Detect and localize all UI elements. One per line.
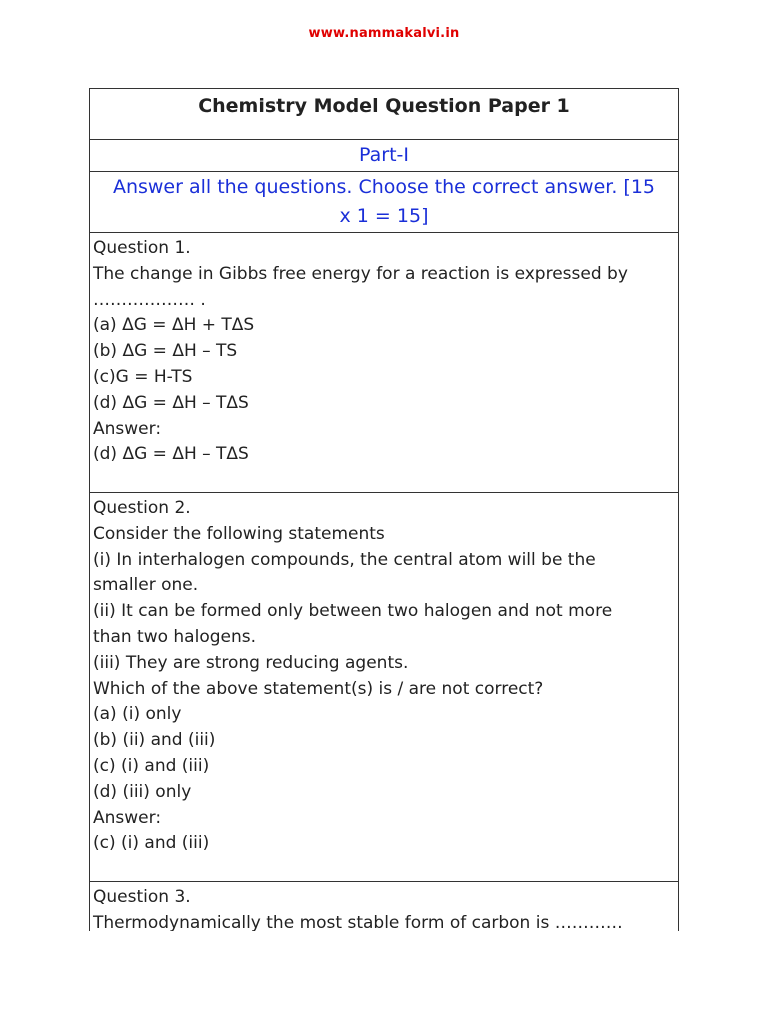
- question-2-answer: (c) (i) and (iii): [93, 833, 210, 854]
- question-1-number: Question 1.: [93, 238, 191, 258]
- part-row: [90, 140, 678, 172]
- question-2-cell: [90, 493, 678, 882]
- question-1-option-b: (b) ΔG = ΔH – TS: [93, 341, 238, 362]
- question-1-option-d: (d) ΔG = ΔH – TΔS: [93, 392, 249, 413]
- question-1-option-a: (a) ΔG = ΔH + TΔS: [93, 315, 255, 336]
- question-2-statement-iii: (iii) They are strong reducing agents.: [93, 652, 409, 673]
- instruction-line-1: Answer all the questions. Choose the correct answer. [15: [112, 176, 656, 198]
- question-3-stem: Thermodynamically the most stable form of carbon is …………: [93, 912, 623, 931]
- question-2-statement-ii-cont: than two halogens.: [93, 626, 257, 647]
- question-2-statement-i-cont: smaller one.: [93, 575, 199, 596]
- instruction-row: [90, 172, 678, 233]
- question-2-answer-label: Answer:: [93, 807, 162, 828]
- question-2-option-d: (d) (iii) only: [93, 781, 192, 802]
- question-1-option-c: (c)G = H-TS: [93, 366, 193, 387]
- question-2-option-c: (c) (i) and (iii): [93, 755, 210, 776]
- question-3-text: [90, 882, 678, 931]
- question-1-blank: ……………… .: [93, 289, 206, 310]
- question-1-text: [90, 233, 678, 468]
- question-2-statement-ii: (ii) It can be formed only between two halogen and not more: [93, 601, 613, 622]
- site-url-header[interactable]: www.nammakalvi.in: [308, 26, 460, 41]
- question-2-prompt: Which of the above statement(s) is / are not correct?: [93, 678, 544, 699]
- instruction-text: [90, 172, 678, 231]
- question-1-answer: (d) ΔG = ΔH – TΔS: [93, 444, 249, 465]
- question-1-cell: [90, 233, 678, 493]
- title-row: [90, 89, 678, 140]
- question-3-cell: [90, 882, 678, 931]
- question-1-answer-label: Answer:: [93, 418, 162, 439]
- question-2-option-b: (b) (ii) and (iii): [93, 730, 216, 751]
- paper-title: Chemistry Model Question Paper 1: [198, 95, 570, 117]
- question-2-stem: Consider the following statements: [93, 523, 385, 544]
- question-2-text: [90, 493, 678, 857]
- question-2-number: Question 2.: [93, 498, 191, 518]
- instruction-line-2: x 1 = 15]: [339, 205, 429, 227]
- question-paper-table: [89, 88, 679, 931]
- question-2-option-a: (a) (i) only: [93, 704, 182, 725]
- question-2-statement-i: (i) In interhalogen compounds, the central atom will be the: [93, 549, 596, 570]
- part-heading: Part-I: [359, 144, 409, 166]
- question-3-number: Question 3.: [93, 887, 191, 907]
- question-1-stem: The change in Gibbs free energy for a reaction is expressed by: [93, 263, 628, 284]
